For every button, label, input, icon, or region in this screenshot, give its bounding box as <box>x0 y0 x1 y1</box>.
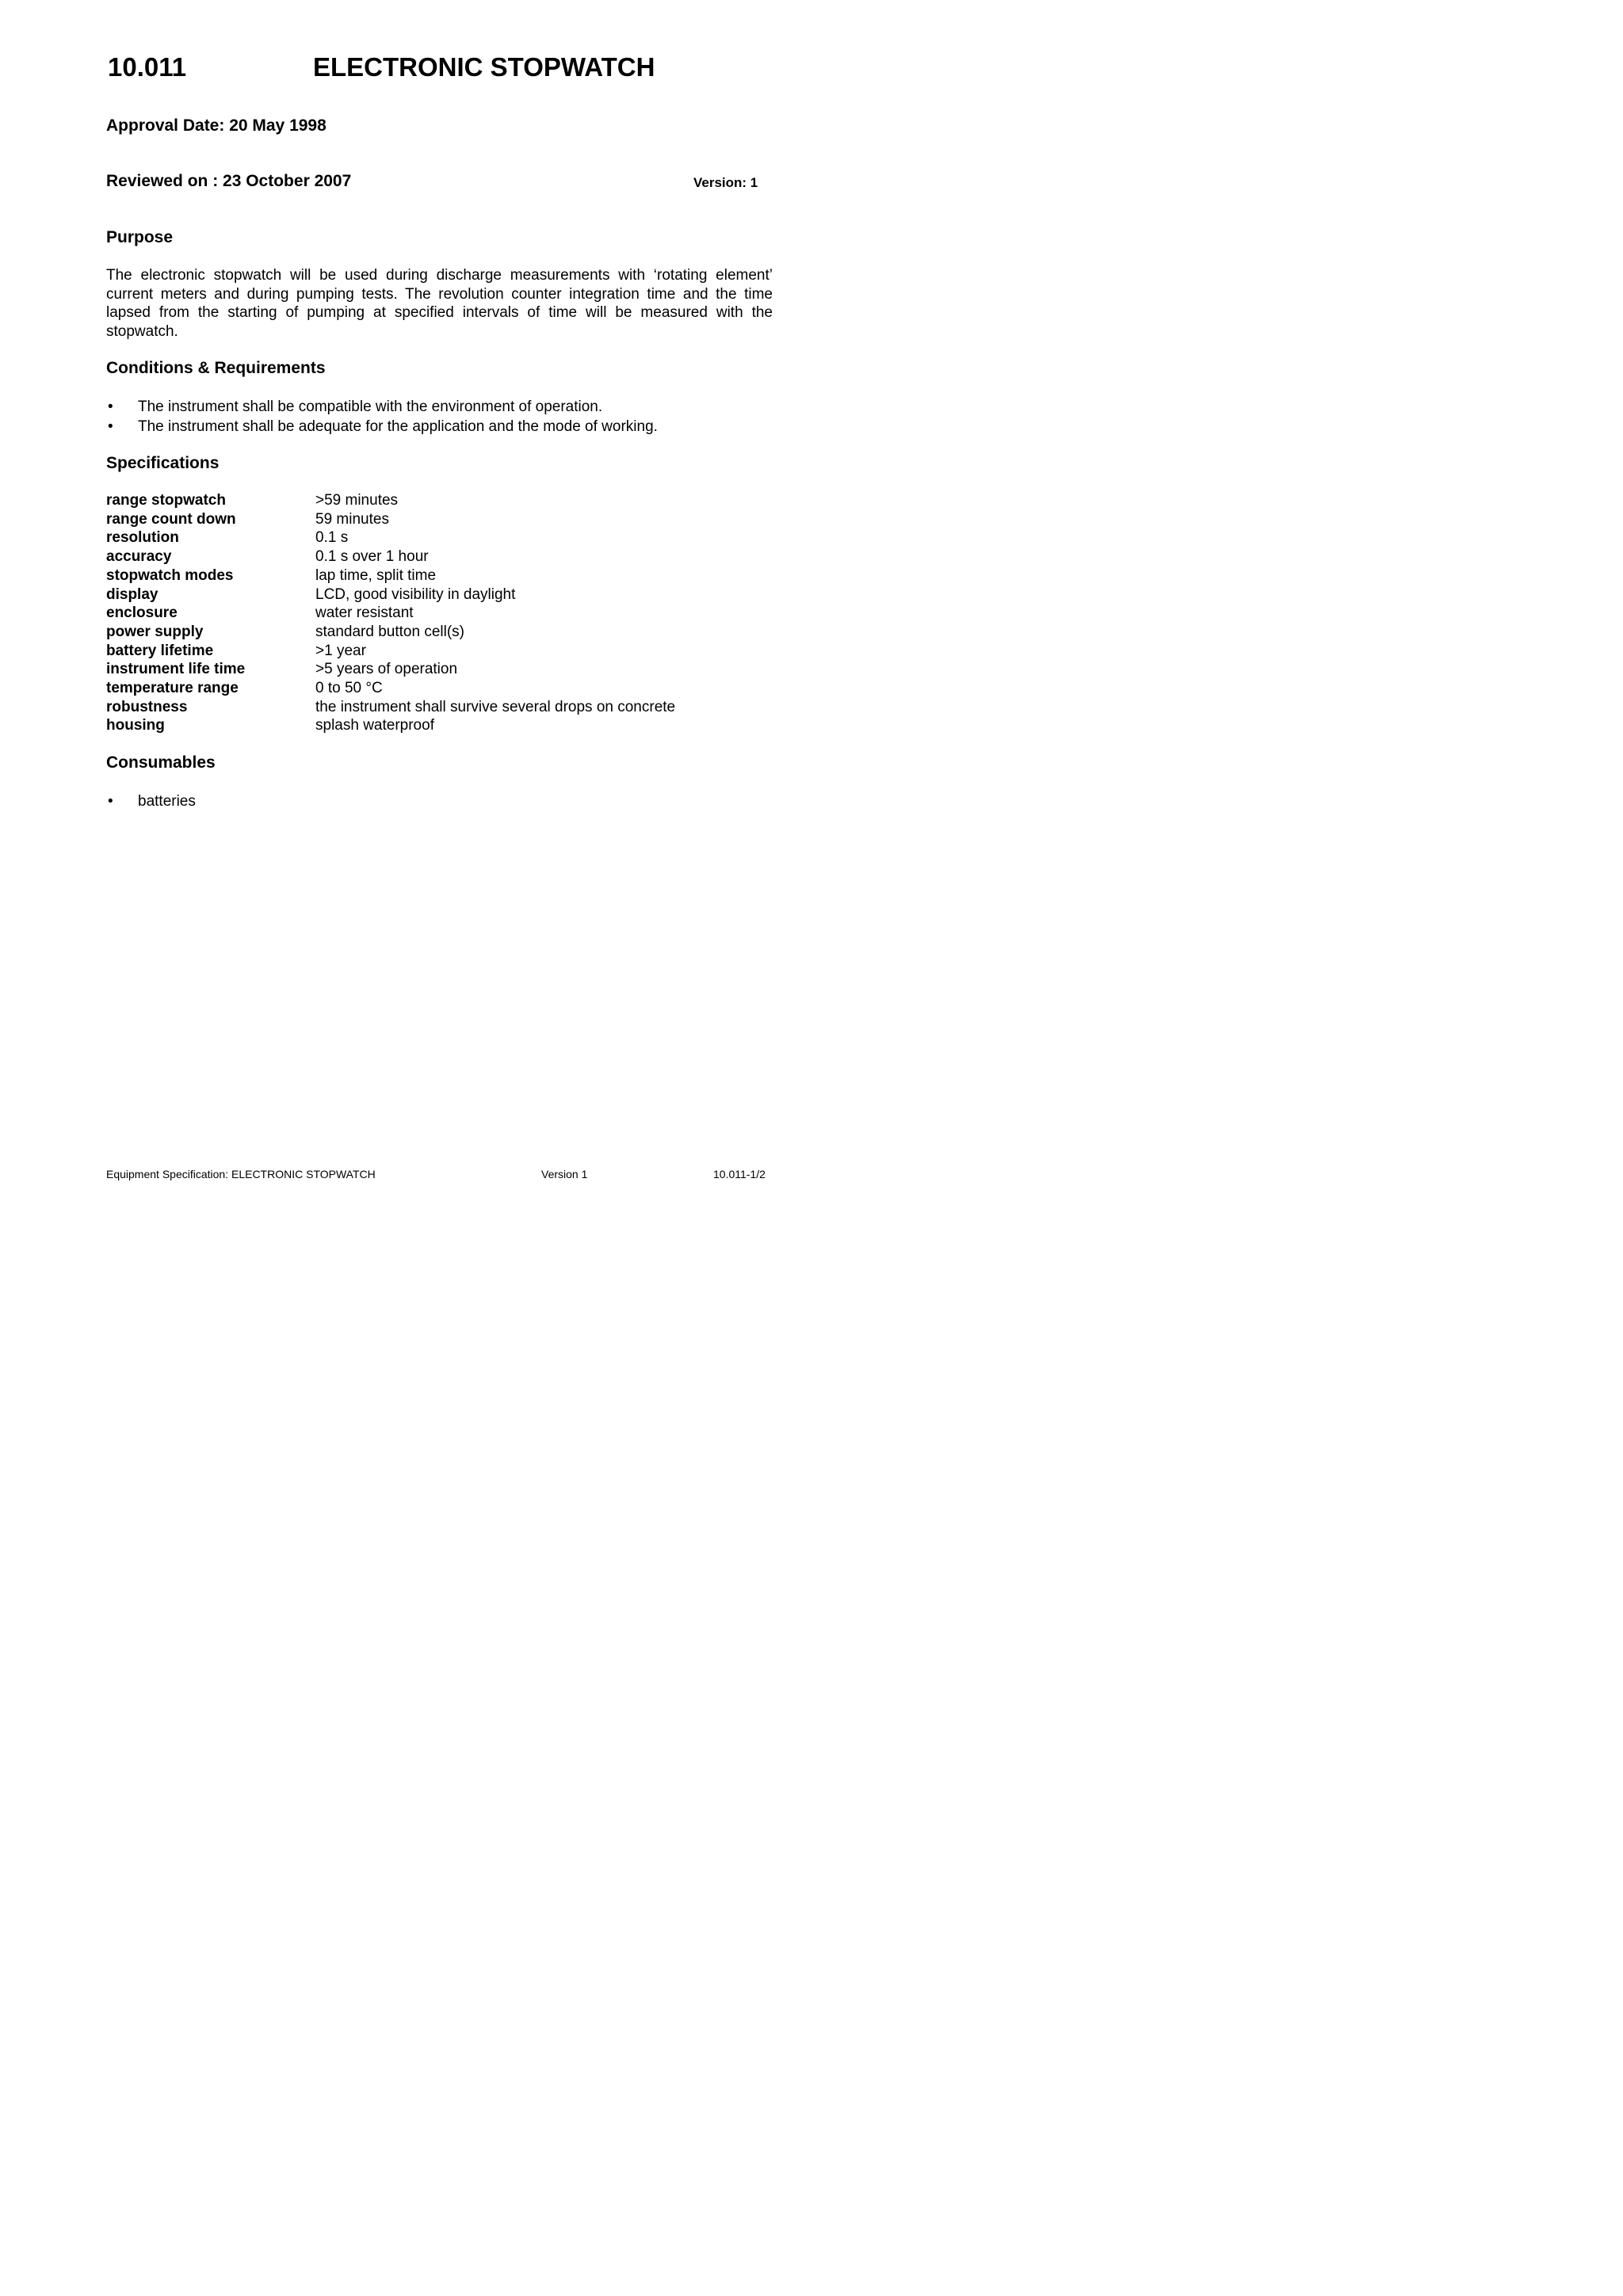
table-row <box>106 716 675 735</box>
list-item-text: The instrument shall be adequate for the application and the mode of working. <box>138 418 658 435</box>
list-item-text: batteries <box>138 793 196 810</box>
list-item <box>106 791 196 811</box>
table-row <box>106 679 675 698</box>
spec-label: range stopwatch <box>106 492 226 509</box>
spec-value: water resistant <box>315 605 414 622</box>
spec-label: instrument life time <box>106 661 246 678</box>
table-row <box>106 623 675 642</box>
document-title: ELECTRONIC STOPWATCH <box>313 52 655 82</box>
consumables-list <box>106 791 196 811</box>
spec-value: 0.1 s over 1 hour <box>315 548 429 566</box>
specifications-table <box>106 491 675 735</box>
spec-label: robustness <box>106 698 188 715</box>
footer-version: Version 1 <box>541 1168 588 1180</box>
purpose-heading: Purpose <box>106 228 174 246</box>
spec-label: battery lifetime <box>106 642 214 659</box>
review-date: Reviewed on : 23 October 2007 <box>106 172 352 190</box>
spec-value: 59 minutes <box>315 510 389 528</box>
spec-label: stopwatch modes <box>106 566 234 584</box>
list-item <box>106 397 658 417</box>
document-number: 10.011 <box>108 52 187 82</box>
spec-value: >1 year <box>315 642 366 659</box>
spec-value: splash waterproof <box>315 717 434 734</box>
spec-label: accuracy <box>106 548 172 566</box>
spec-value: lap time, split time <box>315 566 437 584</box>
spec-label: power supply <box>106 623 204 640</box>
list-item <box>106 417 658 437</box>
table-row <box>106 491 675 510</box>
purpose-paragraph: The electronic stopwatch will be used during discharge measurements with ‘rotating element’ current meters and during pumping tests. The revolution counter integration time and the time lapsed from the starting of pumping at specified intervals of time will be measured with the stopwatch. <box>106 267 773 340</box>
bullet-icon: • <box>108 399 113 415</box>
table-row <box>106 510 675 529</box>
bullet-icon: • <box>108 793 113 810</box>
bullet-icon: • <box>108 418 113 435</box>
conditions-list <box>106 397 658 437</box>
document-page <box>0 0 875 1238</box>
consumables-heading: Consumables <box>106 753 216 772</box>
spec-value: LCD, good visibility in daylight <box>315 585 516 603</box>
table-row <box>106 585 675 605</box>
table-row <box>106 698 675 717</box>
footer-page-number: 10.011-1/2 <box>713 1168 766 1180</box>
approval-date: Approval Date: 20 May 1998 <box>106 116 327 135</box>
spec-label: temperature range <box>106 680 239 697</box>
table-row <box>106 528 675 547</box>
spec-value: the instrument shall survive several drops on concrete <box>315 698 676 715</box>
spec-value: 0 to 50 °C <box>315 680 383 697</box>
spec-value: >59 minutes <box>315 492 399 509</box>
specifications-heading: Specifications <box>106 454 220 472</box>
footer-left: Equipment Specification: ELECTRONIC STOPWATCH <box>106 1168 376 1180</box>
list-item-text: The instrument shall be compatible with the environment of operation. <box>138 399 603 415</box>
spec-label: housing <box>106 717 165 734</box>
spec-label: display <box>106 585 158 603</box>
spec-value: 0.1 s <box>315 529 349 547</box>
spec-label: enclosure <box>106 605 178 622</box>
table-row <box>106 547 675 566</box>
table-row <box>106 604 675 623</box>
conditions-heading: Conditions & Requirements <box>106 359 326 377</box>
spec-value: >5 years of operation <box>315 661 458 678</box>
table-row <box>106 566 675 585</box>
spec-label: range count down <box>106 510 236 528</box>
table-row <box>106 660 675 679</box>
version-label: Version: 1 <box>693 175 758 190</box>
spec-label: resolution <box>106 529 179 547</box>
table-row <box>106 642 675 661</box>
spec-value: standard button cell(s) <box>315 623 464 640</box>
